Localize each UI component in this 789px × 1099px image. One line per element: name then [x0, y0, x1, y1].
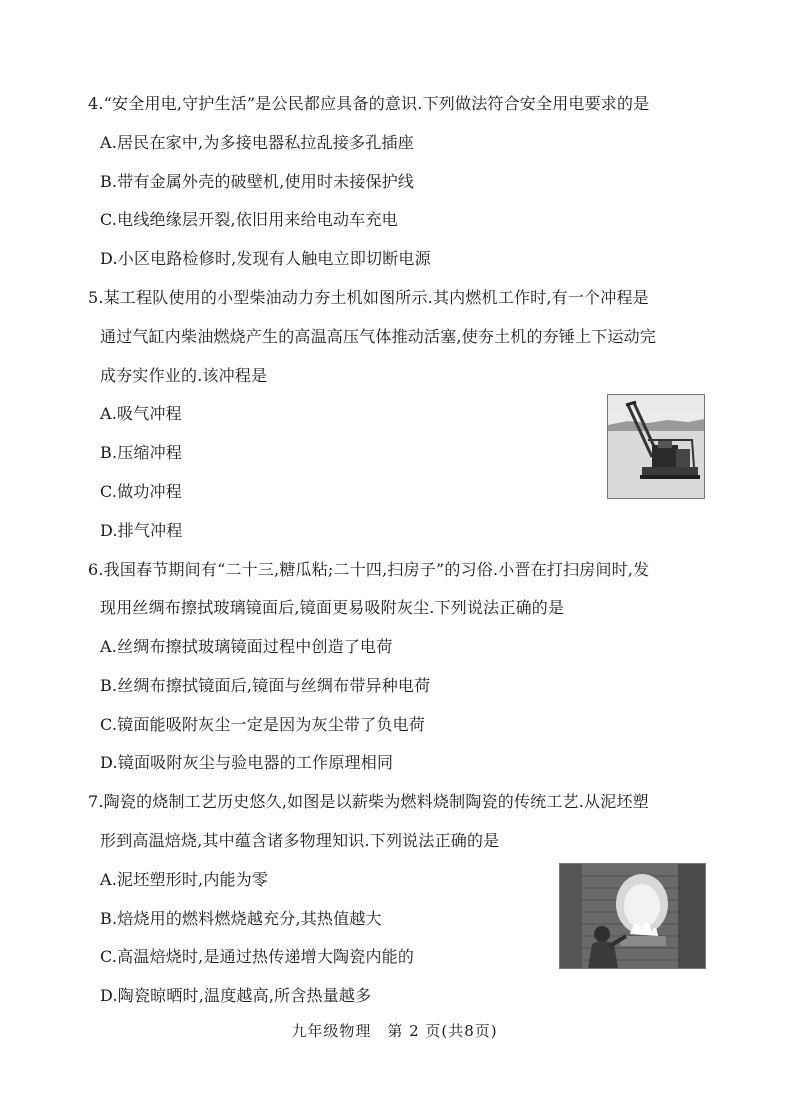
q7-stem-line-1: 7.陶瓷的烧制工艺历史悠久,如图是以薪柴为燃料烧制陶瓷的传统工艺.从泥坯塑	[88, 792, 649, 811]
q7-option-c: C.高温焙烧时,是通过热传递增大陶瓷内能的	[100, 947, 415, 966]
q5-option-d: D.排气冲程	[100, 521, 183, 540]
q6-option-d: D.镜面吸附灰尘与验电器的工作原理相同	[100, 753, 394, 772]
q6-option-b: B.丝绸布擦拭镜面后,镜面与丝绸布带异种电荷	[100, 676, 431, 695]
q4-option-b: B.带有金属外壳的破壁机,使用时未接保护线	[100, 172, 415, 191]
q4-option-c: C.电线绝缘层开裂,依旧用来给电动车充电	[100, 210, 398, 229]
q4-stem-line-1: 4.“安全用电,守护生活”是公民都应具备的意识.下列做法符合安全用电要求的是	[88, 94, 650, 113]
q5-option-b: B.压缩冲程	[100, 443, 183, 462]
q5-stem-line-2: 通过气缸内柴油燃烧产生的高温高压气体推动活塞,使夯土机的夯锤上下运动完	[100, 327, 657, 346]
q5-option-a: A.吸气冲程	[100, 404, 182, 423]
q7-option-b: B.焙烧用的燃料燃烧越充分,其热值越大	[100, 909, 382, 928]
q6-stem-line-1: 6.我国春节期间有“二十三,糖瓜粘;二十四,扫房子”的习俗.小晋在打扫房间时,发	[88, 560, 650, 579]
page-footer: 九年级物理 第 2 页(共8页)	[291, 1022, 498, 1040]
compactor-machine-photo	[607, 394, 705, 499]
q7-option-d: D.陶瓷晾晒时,温度越高,所含热量越多	[100, 986, 372, 1005]
q5-stem-line-3: 成夯实作业的.该冲程是	[100, 366, 268, 385]
pottery-kiln-photo	[559, 863, 706, 969]
q5-option-c: C.做功冲程	[100, 482, 182, 501]
q4-option-a: A.居民在家中,为多接电器私拉乱接多孔插座	[100, 133, 414, 152]
q7-option-a: A.泥坯塑形时,内能为零	[100, 870, 269, 889]
q7-stem-line-2: 形到高温焙烧,其中蕴含诸多物理知识.下列说法正确的是	[100, 831, 500, 850]
q5-stem-line-1: 5.某工程队使用的小型柴油动力夯土机如图所示.其内燃机工作时,有一个冲程是	[88, 288, 649, 307]
q6-option-a: A.丝绸布擦拭玻璃镜面过程中创造了电荷	[100, 637, 393, 656]
q4-option-d: D.小区电路检修时,发现有人触电立即切断电源	[100, 249, 431, 268]
q6-option-c: C.镜面能吸附灰尘一定是因为灰尘带了负电荷	[100, 715, 425, 734]
q6-stem-line-2: 现用丝绸布擦拭玻璃镜面后,镜面更易吸附灰尘.下列说法正确的是	[100, 598, 565, 617]
